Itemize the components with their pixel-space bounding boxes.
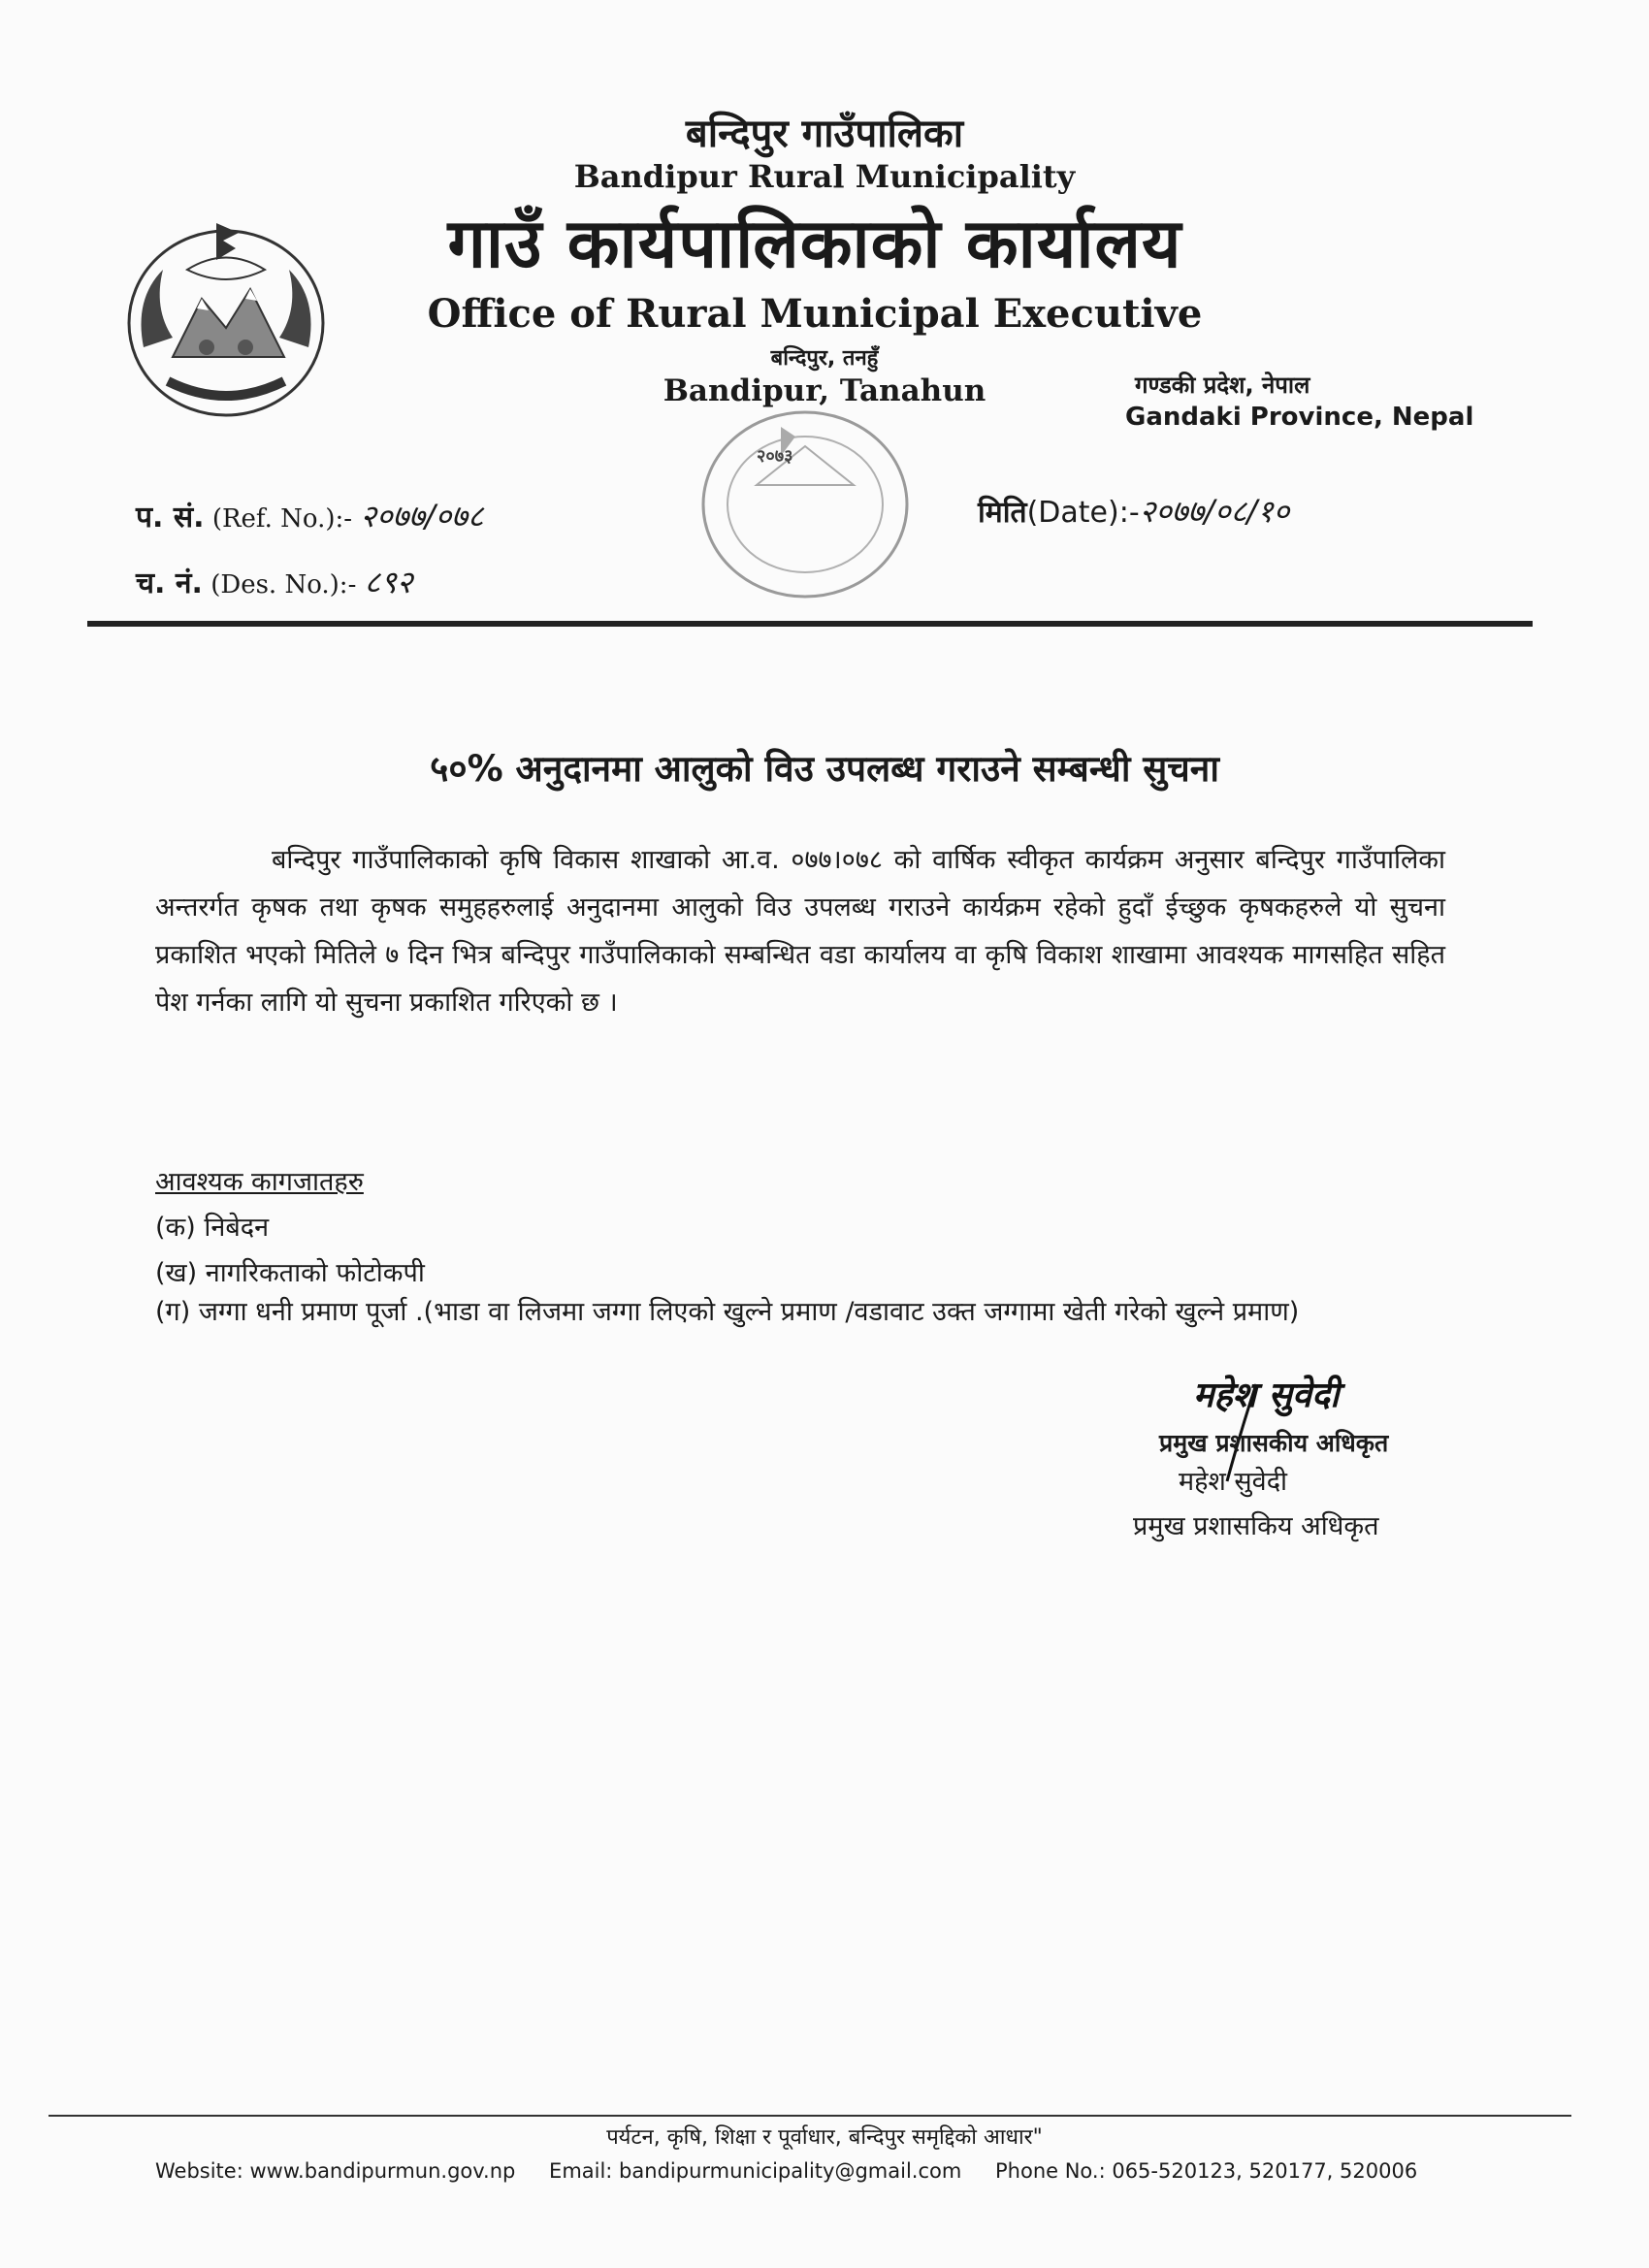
office-seal-stamp <box>689 398 922 611</box>
address-en: Bandipur, Tanahun <box>663 373 986 408</box>
date-label-en: (Date):- <box>1026 496 1140 530</box>
province-en: Gandaki Province, Nepal <box>1125 403 1474 432</box>
required-documents-title: आवश्यक कागजातहरु <box>155 1167 364 1197</box>
signatory-title: प्रमुख प्रशासकिय अधिकृत <box>1133 1511 1379 1541</box>
handwritten-signature: महेश सुवेदी <box>1193 1376 1340 1415</box>
footer-website: Website: www.bandipurmun.gov.np <box>155 2159 516 2183</box>
des-label-en: (Des. No.):- <box>210 570 357 599</box>
ref-label-en: (Ref. No.):- <box>211 504 353 534</box>
des-label-np: च. नं. <box>136 567 203 600</box>
ref-number-line <box>136 495 484 536</box>
org-name-en: Bandipur Rural Municipality <box>573 158 1076 195</box>
document-item: (ग) जग्गा धनी प्रमाण पूर्जा .(भाडा वा लिजमा जग्गा लिएको खुल्ने प्रमाण /वडावाट उक्त जग्गामा खेती गरेको खुल्ने प्रमाण) <box>155 1297 1300 1327</box>
address-np: बन्दिपुर, तनहुँ <box>770 346 879 371</box>
nepal-emblem-icon <box>114 211 338 425</box>
province-np: गण्डकी प्रदेश, नेपाल <box>1135 372 1310 399</box>
header-divider <box>87 621 1533 627</box>
ref-value: २०७७/०७८ <box>360 498 484 535</box>
des-value: ८९२ <box>364 564 413 600</box>
office-title-np: गाउँ कार्यपालिकाको कार्यालय <box>447 204 1182 283</box>
footer-contacts <box>155 2159 1513 2183</box>
office-title-en: Office of Rural Municipal Executive <box>427 291 1203 337</box>
notice-paragraph: बन्दिपुर गाउँपालिकाको कृषि विकास शाखाको आ.व. ०७७।०७८ को वार्षिक स्वीकृत कार्यक्रम अनुसार बन्दिपुर गाउँपालिका अन्तरर्गत कृषक तथा कृषक समुहहरुलाई अनुदानमा आलुको विउ उपलब्ध गराउने कार्यक्रम रहेको हुदाँ ईच्छुक कृषकहरुले यो सुचना प्रकाशित भएको मितिले ७ दिन भित्र बन्दिपुर गाउँपालिकाको सम्बन्धित वडा कार्यालय वा कृषि विकाश शाखामा आवश्यक मागसहित सहित पेश गर्नका लागि यो सुचना प्रकाशित गरिएको छ । <box>155 845 1445 1018</box>
signatory-name: महेश सुवेदी <box>1179 1467 1288 1497</box>
footer-email: Email: bandipurmunicipality@gmail.com <box>549 2159 962 2183</box>
footer-phone: Phone No.: 065-520123, 520177, 520006 <box>995 2159 1418 2183</box>
stamp-year: २०७३ <box>757 446 793 467</box>
date-label-np: मिति <box>978 496 1027 530</box>
ref-label-np: प. सं. <box>136 501 205 535</box>
document-item: (ख) नागरिकताको फोटोकपी <box>155 1258 425 1288</box>
notice-subject: ५०% अनुदानमा आलुको विउ उपलब्ध गराउने सम्बन्धी सुचना <box>430 748 1219 790</box>
org-name-np: बन्दिपुर गाउँपालिका <box>685 112 964 156</box>
document-item: (क) निबेदन <box>155 1213 270 1243</box>
footer-motto: पर्यटन, कृषि, शिक्षा र पूर्वाधार, बन्दिपुर समृद्दिको आधार" <box>606 2125 1043 2150</box>
signature-stamp-title: प्रमुख प्रशासकीय अधिकृत <box>1159 1429 1389 1457</box>
date-line <box>978 490 1289 532</box>
dispatch-number-line <box>136 561 413 602</box>
date-value: २०७७/०८/१० <box>1139 493 1290 530</box>
footer-divider <box>48 2115 1571 2117</box>
